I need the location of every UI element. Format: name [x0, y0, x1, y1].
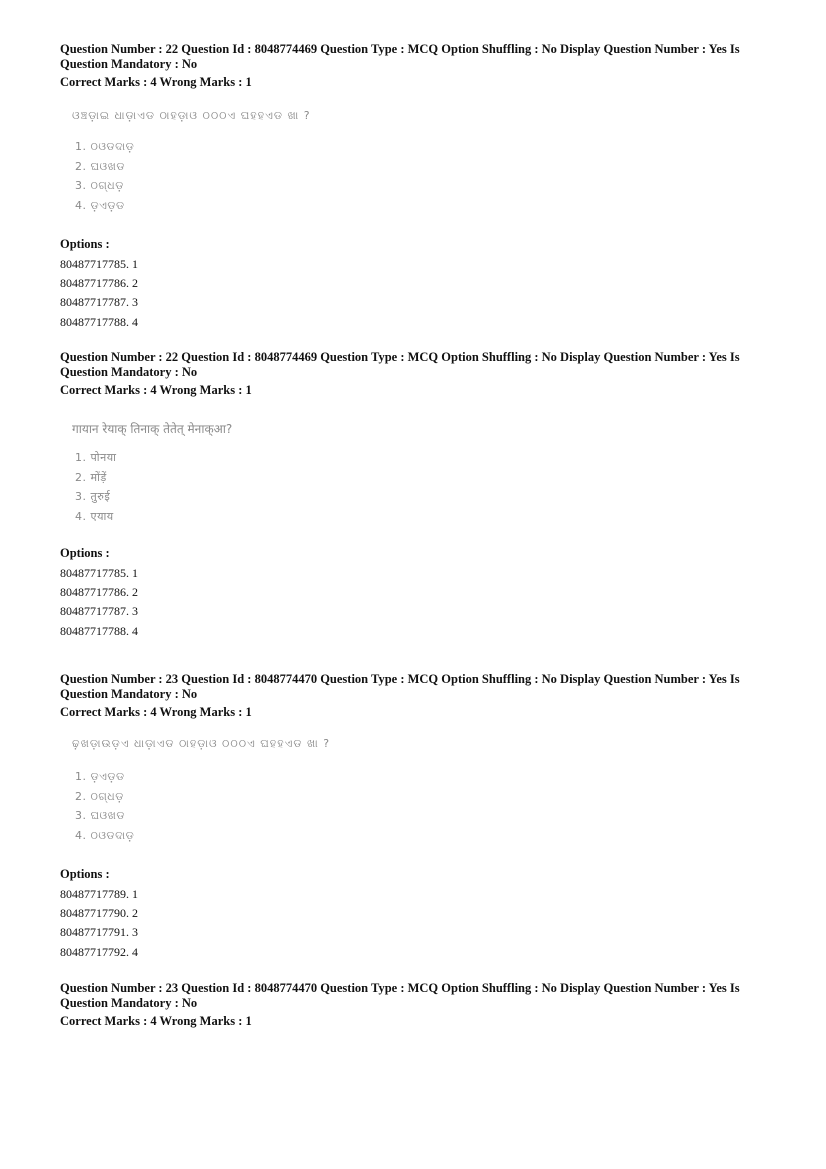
- question-stem: ଢ଼ଖଡ଼ାଉଡ଼ଏ ଧାଡ଼ାଏଡ ଠାହଡ଼ାଓ ଠଠଠଏ ଘହହଏଡ ଖା ?: [72, 737, 331, 750]
- question-mandatory: Question Mandatory : No: [60, 365, 198, 379]
- choice-item: [75, 448, 760, 468]
- option-row: 80487717785. 1: [60, 257, 138, 271]
- choice-number: 2.: [75, 159, 87, 173]
- question-stem: गायान रेयाक् तिनाक् तेतेत् मेनाक्आ?: [72, 422, 233, 436]
- question-header-line: Question Number : 22 Question Id : 8048774469 Question Type : MCQ Option Shuffling : No Display Question Number : Yes Is: [60, 350, 740, 364]
- question-header: [60, 350, 760, 380]
- question-marks: Correct Marks : 4 Wrong Marks : 1: [60, 1014, 252, 1028]
- options-title: Options :: [60, 546, 110, 560]
- option-row: 80487717786. 2: [60, 276, 138, 291]
- option-row: 80487717788. 4: [60, 623, 138, 638]
- choice-number: 3.: [75, 809, 87, 822]
- question-image: [72, 109, 760, 215]
- choice-text: ଠଓଡଦାଡ଼: [90, 140, 135, 153]
- option-row: 80487717786. 2: [60, 585, 138, 600]
- option-row: 80487717787. 3: [60, 604, 138, 619]
- option-row: 80487717790. 2: [60, 906, 138, 921]
- question-block: [60, 350, 760, 641]
- question-choices: [72, 767, 760, 845]
- question-header: [60, 981, 760, 1011]
- question-block: [60, 672, 760, 962]
- choice-number: 4.: [75, 509, 87, 523]
- choice-item: [75, 787, 760, 807]
- options-list: [60, 564, 760, 641]
- option-row: 80487717792. 4: [60, 944, 138, 959]
- question-choices: [72, 448, 760, 526]
- question-marks: Correct Marks : 4 Wrong Marks : 1: [60, 383, 252, 397]
- choice-item: [75, 806, 760, 826]
- choice-item: [75, 157, 760, 177]
- choice-text: ଠଗ୍ଧଡ଼: [90, 179, 124, 192]
- option-row: 80487717787. 3: [60, 295, 138, 310]
- choice-text: ଡ଼ଏଡ଼ଡ: [90, 770, 125, 783]
- choice-text: तुरुई: [90, 490, 111, 503]
- choice-number: 4.: [75, 198, 87, 212]
- option-row: 80487717785. 1: [60, 566, 138, 580]
- question-header: [60, 672, 760, 702]
- choice-text: मोंड़ें: [90, 470, 107, 484]
- question-image: [72, 737, 760, 845]
- question-header-line: Question Number : 23 Question Id : 8048774470 Question Type : MCQ Option Shuffling : No Display Question Number : Yes Is: [60, 672, 740, 686]
- question-header-line: Question Number : 23 Question Id : 8048774470 Question Type : MCQ Option Shuffling : No Display Question Number : Yes Is: [60, 981, 740, 995]
- choice-number: 1.: [75, 140, 87, 153]
- choice-item: [75, 826, 760, 846]
- question-mandatory: Question Mandatory : No: [60, 687, 198, 701]
- choice-number: 2.: [75, 470, 87, 484]
- choice-item: [75, 137, 760, 157]
- choice-item: [75, 176, 760, 196]
- choice-text: ଠଓଡଦାଡ଼: [90, 828, 135, 842]
- options-title: Options :: [60, 237, 110, 251]
- question-block: [60, 981, 760, 1029]
- question-marks: Correct Marks : 4 Wrong Marks : 1: [60, 705, 252, 719]
- choice-text: ଘଓଖଡ: [90, 809, 125, 822]
- choice-item: [75, 468, 760, 488]
- question-stem: ଓଞ୍ଚଡ଼ାଇ ଧାଡ଼ାଏଡ ଠାହଡ଼ାଓ ଠଠଠଏ ଘହହଏଡ ଖା ?: [72, 109, 311, 122]
- options-list: [60, 255, 760, 332]
- choice-item: [75, 767, 760, 787]
- question-choices: [72, 137, 760, 215]
- choice-number: 3.: [75, 490, 87, 503]
- choice-text: ଘଓଖଡ: [90, 159, 125, 173]
- choice-item: [75, 487, 760, 507]
- question-image: [72, 422, 760, 526]
- choice-item: [75, 507, 760, 527]
- option-row: 80487717789. 1: [60, 887, 138, 901]
- choice-number: 3.: [75, 179, 87, 192]
- choice-text: पोनया: [90, 451, 117, 464]
- options-title: Options :: [60, 867, 110, 881]
- option-row: 80487717791. 3: [60, 925, 138, 940]
- choice-number: 1.: [75, 451, 87, 464]
- question-mandatory: Question Mandatory : No: [60, 57, 198, 71]
- question-mandatory: Question Mandatory : No: [60, 996, 198, 1010]
- choice-item: [75, 196, 760, 216]
- choice-text: ଡ଼ଏଡ଼ଡ: [90, 198, 125, 212]
- question-block: [60, 42, 760, 332]
- question-marks: Correct Marks : 4 Wrong Marks : 1: [60, 75, 252, 89]
- question-header-line: Question Number : 22 Question Id : 8048774469 Question Type : MCQ Option Shuffling : No Display Question Number : Yes Is: [60, 42, 740, 56]
- choice-text: ଠଗ୍ଧଡ଼: [90, 789, 124, 803]
- options-list: [60, 885, 760, 962]
- choice-number: 4.: [75, 828, 87, 842]
- option-row: 80487717788. 4: [60, 314, 138, 329]
- question-header: [60, 42, 760, 72]
- choice-number: 2.: [75, 789, 87, 803]
- choice-number: 1.: [75, 770, 87, 783]
- choice-text: एयाय: [90, 509, 114, 523]
